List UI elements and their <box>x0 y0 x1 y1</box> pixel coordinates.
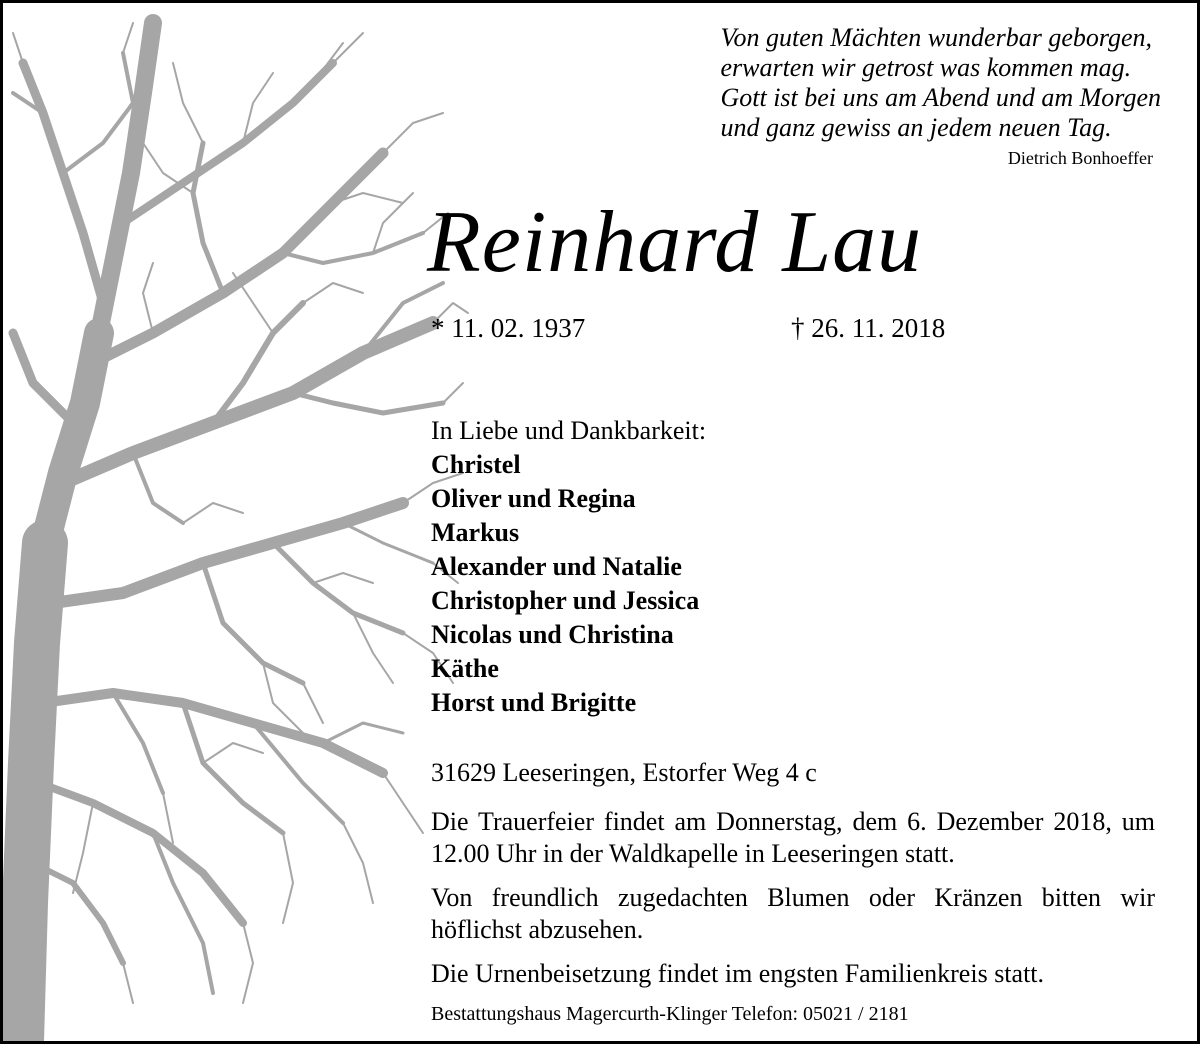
quote-line: und ganz gewiss an jedem neuen Tag. <box>720 113 1112 142</box>
bare-tree-illustration <box>3 3 473 1041</box>
mourner-name: Alexander und Natalie <box>431 552 682 581</box>
quote-line: erwarten wir getrost was kommen mag. <box>720 53 1132 82</box>
funeral-home-contact: Bestattungshaus Magercurth-Klinger Telefon: 05021 / 2181 <box>431 1003 909 1025</box>
quote-line: Von guten Mächten wunderbar geborgen, <box>720 23 1153 52</box>
mourners-intro: In Liebe und Dankbarkeit: <box>431 416 707 445</box>
mourner-name: Christel <box>431 450 521 479</box>
mourners-list <box>431 414 706 720</box>
flowers-notice: Von freundlich zugedachten Blumen oder Kränzen bitten wir höflichst abzusehen. <box>431 883 1155 944</box>
family-address: 31629 Leeseringen, Estorfer Weg 4 c <box>431 758 817 787</box>
quote-line: Gott ist bei uns am Abend und am Morgen <box>720 83 1161 112</box>
mourner-name: Nicolas und Christina <box>431 620 674 649</box>
death-date: † 26. 11. 2018 <box>791 313 946 343</box>
deceased-name: Reinhard Lau <box>427 194 923 291</box>
mourner-name: Oliver und Regina <box>431 484 636 513</box>
bonhoeffer-quote <box>720 23 1161 143</box>
urn-burial-notice: Die Urnenbeisetzung findet im engsten Familienkreis statt. <box>431 959 1045 988</box>
mourner-name: Horst und Brigitte <box>431 688 637 717</box>
mourner-name: Markus <box>431 518 520 547</box>
birth-date: * 11. 02. 1937 <box>431 313 586 343</box>
funeral-service-notice: Die Trauerfeier findet am Donnerstag, dem 6. Dezember 2018, um 12.00 Uhr in der Waldkapelle in Leeseringen statt. <box>431 807 1155 868</box>
mourner-name: Käthe <box>431 654 499 683</box>
mourner-name: Christopher und Jessica <box>431 586 700 615</box>
quote-author: Dietrich Bonhoeffer <box>1007 148 1153 168</box>
